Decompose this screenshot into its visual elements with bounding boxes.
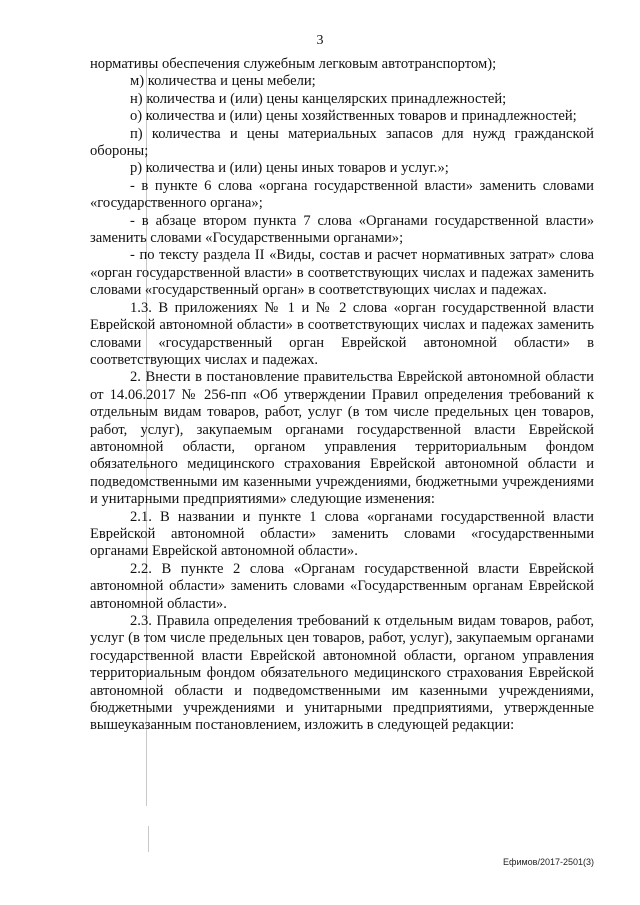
footer-document-code: Ефимов/2017-2501(3): [503, 857, 594, 867]
paragraph: р) количества и (или) цены иных товаров и услуг.»;: [130, 160, 449, 177]
paragraph: 2.3. Правила определения требований к отдельным видам товаров, работ, услуг (в том числе предельных цен товаров, работ, услуг), закупаемым органами государственной власти Еврейской автономной области, органом управления территориальным фондом обязательного медицинского страхования Еврейской автономной области и подведомственными им казенными учреждениями, бюджетными учреждениями и унитарными предприятиями, утвержденные вышеуказанным постановлением, изложить в следующей редакции:: [90, 613, 594, 734]
paragraph: н) количества и (или) цены канцелярских принадлежностей;: [130, 90, 507, 107]
paragraph: 1.3. В приложениях № 1 и № 2 слова «орган государственной власти Еврейской автономной области» в соответствующих числах и падежах заменить словами «государственный орган Еврейской автономной области» в соответствующих числах и падежах.: [90, 299, 594, 368]
paragraph: п) количества и цены материальных запасов для нужд гражданской обороны;: [90, 125, 594, 160]
paragraph: 2. Внести в постановление правительства Еврейской автономной области от 14.06.2017 № 256-пп «Об утверждении Правил определения требований к отдельным видам товаров, работ, услуг (в том числе предельных цен товаров, работ, услуг), закупаемым органами государственной власти Еврейской автономной области, органом управления территориальным фондом обязательного медицинского страхования Еврейской автономной области и подведомственными им казенными учреждениями, бюджетными учреждениями и унитарными предприятиями» следующие изменения:: [90, 369, 594, 508]
document-body: [90, 56, 594, 735]
paragraph: 2.1. В названии и пункте 1 слова «органами государственной власти Еврейской автономной области» заменить словами «государственными органами Еврейской автономной области».: [90, 508, 594, 560]
paragraph: нормативы обеспечения служебным легковым автотранспортом);: [90, 56, 497, 72]
page-number: 3: [316, 33, 324, 48]
scan-artifact-line: [148, 826, 149, 852]
paragraph: - в абзаце втором пункта 7 слова «Органами государственной власти» заменить словами «Государственными органами»;: [90, 212, 594, 247]
paragraph: 2.2. В пункте 2 слова «Органам государственной власти Еврейской автономной области» заменить словами «Государственным органам Еврейской автономной области».: [90, 560, 594, 612]
paragraph: - в пункте 6 слова «органа государственной власти» заменить словами «государственного органа»;: [90, 177, 594, 212]
paragraph: о) количества и (или) цены хозяйственных товаров и принадлежностей;: [130, 108, 577, 125]
paragraph: - по тексту раздела II «Виды, состав и расчет нормативных затрат» слова «орган государственной власти» в соответствующих числах и падежах заменить словами «государственный орган» в соответствующих числах и падежах.: [90, 247, 594, 299]
paragraph: м) количества и цены мебели;: [130, 73, 316, 90]
